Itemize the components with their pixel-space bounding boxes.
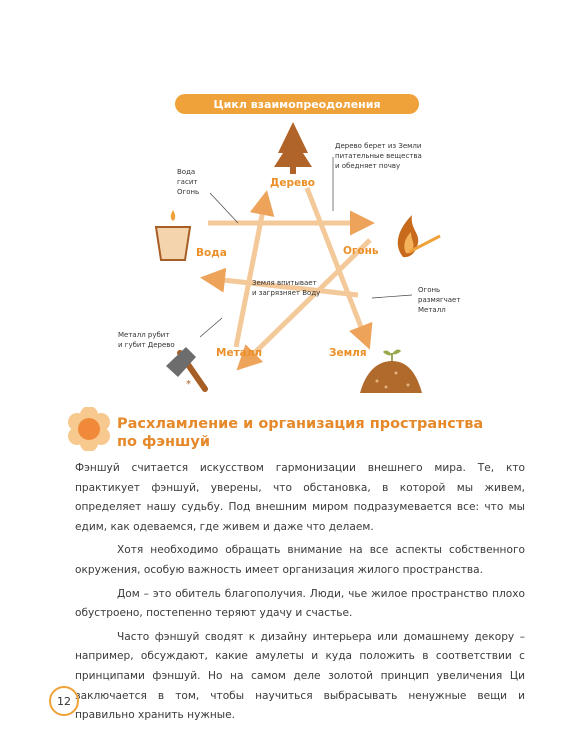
note-line: Огонь [418,286,441,294]
page-number-text: 12 [57,694,71,708]
label-wood: Дерево [270,177,315,189]
note-metal-wood [118,331,175,349]
leader-line [372,295,412,298]
flower-icon [67,407,111,451]
heading-line-2: по фэншуй [117,434,211,450]
arrow-metal-to-wood [236,195,266,347]
heading-line-1: Расхламление и организация пространства [117,416,484,432]
label-metal: Металл [216,347,263,359]
label-earth: Земля [329,347,367,359]
note-line: гасит [177,178,198,186]
paragraph: Дом – это обитель благополучия. Люди, чье жилое пространство плохо обустроено, постепенно теряют удачу и счастье. [75,587,525,620]
label-water: Вода [196,247,227,259]
paragraph: Хотя необходимо обращать внимание на все аспекты собственного окружения, особую важность имеет организация жилого пространства. [75,544,525,576]
note-line: Дерево берет из Земли [335,142,422,150]
diagram-title-banner [175,94,419,114]
page-number [49,686,79,716]
note-line: и загрязняет Воду [252,289,321,297]
note-line: Металл [418,306,446,314]
note-line: и обедняет почву [335,162,401,170]
note-fire-metal [418,286,463,314]
note-water-fire [177,168,200,196]
tree-icon [274,122,312,174]
note-line: Огонь [177,188,200,196]
leader-line [210,193,238,223]
article-body [75,459,525,726]
paragraph: Фэншуй считается искусством гармонизации внешнего мира. Те, кто практикует фэншуй, уверены, что обстановка, в которой мы живем, определяет нашу судьбу. Под внешним миром подразумевается все: что мы едим, как одеваемся, где живем и даже что делаем. [75,462,525,533]
diagram-title: Цикл взаимопреодоления [213,97,381,111]
note-wood-earth [335,142,424,170]
match-fire-icon [398,215,440,257]
paragraph: Часто фэншуй сводят к дизайну интерьера или домашнему декору – например, обсуждают, какие амулеты и куда положить в соответствии с принципами фэншуй. Но на самом деле золотой принцип увеличения Ци заключается в том, чтобы научиться выбрасывать ненужные вещи и правильно хранить нужные. [75,630,525,722]
water-cup-icon [156,210,190,260]
note-line: питательные вещества [335,152,422,160]
arrow-wood-to-earth [307,188,368,345]
soil-mound-icon [360,349,422,393]
leader-line [200,318,222,337]
svg-text:*: * [186,379,191,390]
note-line: Земля впитывает [252,279,317,287]
section-heading [117,415,517,451]
five-elements-diagram [0,115,570,405]
note-line: и губит Дерево [118,341,175,349]
note-line: Вода [177,168,196,176]
note-line: Металл рубит [118,331,170,339]
axe-icon [166,347,205,390]
note-line: размягчает [418,296,461,304]
label-fire: Огонь [343,245,379,257]
